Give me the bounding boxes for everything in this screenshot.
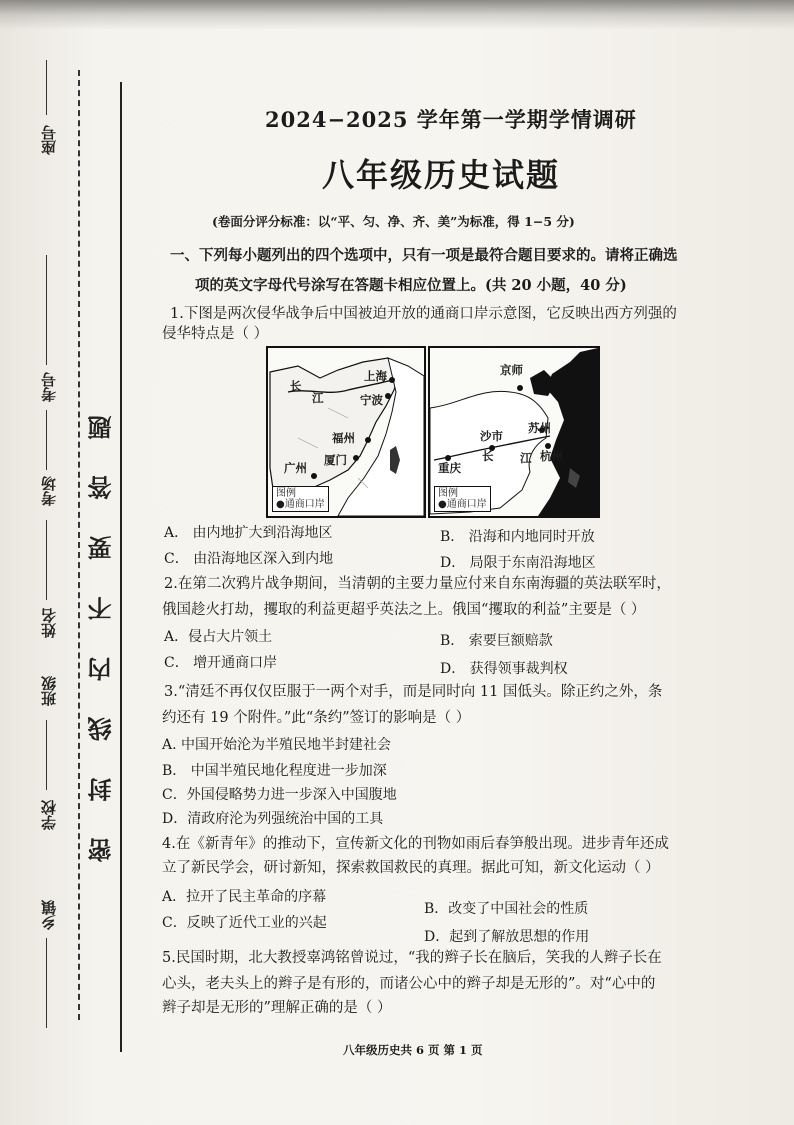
q4-option-a[interactable]: A．拉开了民主革命的序幕 [162,889,327,905]
q3-stem-1: 3.“清廷不再仅仅臣服于一两个对手，而是同时向 11 国低头。除正约之外，条 [164,684,663,700]
q1-option-a[interactable]: A． 由内地扩大到沿海地区 [164,525,333,541]
q4-stem-2: 立了新民学会，研讨新知，探索救国救民的真理。据此可知，新文化运动（ ） [162,860,660,876]
q4-stem-1: 4.在《新青年》的推动下，宣传新文化的刊物如雨后春笋般出现。进步青年还成 [162,836,669,852]
q3-option-c[interactable]: C．外国侵略势力进一步深入中国腹地 [162,787,397,803]
q4-option-d[interactable]: D．起到了解放思想的作用 [424,929,590,945]
treaty-ports-map-1 [266,346,426,518]
field-school: 学校 [40,800,58,830]
field-exam-room: 考场 [40,476,58,506]
field-line-class [46,520,47,600]
map2-legend-item: ●通商口岸 [438,499,487,510]
map2-label-jiang: 江 [520,451,532,465]
map1-legend-item: ●通商口岸 [276,499,325,510]
exam-title: 八年级历史试题 [322,156,561,194]
map2-label-chang: 长 [482,449,494,463]
map1-label-guangzhou: 广州 [284,461,307,475]
field-township: 乡镇 [40,900,58,930]
field-line-township [46,938,47,1028]
field-line-exam-room [46,410,47,470]
q2-option-a[interactable]: A．侵占大片领土 [164,629,273,645]
map2-label-hangzhou: 杭州 [540,449,563,463]
q1-option-d[interactable]: D． 局限于东南沿海地区 [440,555,596,571]
field-class: 班级 [40,676,58,706]
map1-label-chang: 长 [290,379,302,393]
exam-title-line1: 2024−2025 学年第一学期学情调研 [265,107,637,132]
map2-legend [434,486,491,512]
q4-option-b[interactable]: B．改变了中国社会的性质 [424,901,589,917]
map2-legend-title: 图例 [438,488,458,499]
field-seat-number: 座号 [40,125,58,155]
q2-stem-1: 2.在第二次鸦片战争期间，当清朝的主要力量应付来自东南海疆的英法联军时， [164,576,671,592]
map1-label-xiamen: 厦门 [324,453,347,467]
field-line-seat [46,60,47,115]
scan-shadow [0,0,794,30]
q5-stem-3: 辫子却是无形的”理解正确的是（ ） [162,1000,392,1016]
section1-instruction-1: 一、下列每小题列出的四个选项中，只有一项是最符合题目要求的。请将正确选 [170,247,678,264]
map2-label-suzhou: 苏州 [528,421,551,435]
treaty-ports-map-2 [428,346,600,518]
q2-option-d[interactable]: D． 获得领事裁判权 [440,661,568,677]
map2-label-chongqing: 重庆 [438,461,461,475]
field-line-school [46,720,47,790]
q2-option-b[interactable]: B． 索要巨额赔款 [440,633,553,649]
q2-option-c[interactable]: C． 增开通商口岸 [164,655,278,671]
field-exam-number: 考号 [40,372,58,402]
q3-option-d[interactable]: D．清政府沦为列强统治中国的工具 [162,811,384,827]
map1-label-shanghai: 上海 [364,369,387,383]
q5-stem-2: 心头，老夫头上的辫子是有形的，而诸公心中的辫子却是无形的”。对“心中的 [162,976,656,992]
map1-label-jiang: 江 [312,391,324,405]
q1-stem-1: 1.下图是两次侵华战争后中国被迫开放的通商口岸示意图，它反映出西方列强的 [170,306,677,322]
q3-option-a[interactable]: A. 中国开始沦为半殖民地半封建社会 [162,737,392,753]
q3-stem-2: 约还有 19 个附件。”此“条约”签订的影响是（ ） [162,710,471,726]
neatness-note: (卷面分评分标准：以“平、匀、净、齐、美”为标准，得 1−5 分) [212,214,575,229]
map1-label-ningbo: 宁波 [360,393,383,407]
map1-legend-title: 图例 [276,488,296,499]
q1-option-c[interactable]: C． 由沿海地区深入到内地 [164,551,334,567]
q2-stem-2: 俄国趁火打劫，攫取的利益更超乎英法之上。俄国“攫取的利益”主要是（ ） [162,602,646,618]
binding-dashed-line [78,70,80,1020]
q1-option-b[interactable]: B． 沿海和内地同时开放 [440,529,595,545]
q3-option-b[interactable]: B． 中国半殖民地化程度进一步加深 [162,763,387,779]
field-line-exam-number [46,255,47,365]
section1-instruction-2: 项的英文字母代号涂写在答题卡相应位置上。(共 20 小题，40 分) [195,277,627,294]
field-name: 姓名 [40,608,58,638]
q5-stem-1: 5.民国时期，北大教授辜鸿铭曾说过，“我的辫子长在脑后，笑我的人辫子长在 [162,950,662,966]
map1-label-fuzhou: 福州 [332,431,355,445]
map2-label-jingshi: 京师 [500,363,523,377]
map2-label-shashi: 沙市 [480,429,503,443]
seal-notice: 密 封 线 内 不 要 答 题 [88,401,116,862]
q4-option-c[interactable]: C．反映了近代工业的兴起 [162,915,327,931]
map1-legend [272,486,329,512]
page-footer: 八年级历史共 6 页 第 1 页 [343,1043,483,1057]
binding-solid-line [120,82,122,1052]
q1-stem-2: 侵华特点是（ ） [162,326,269,342]
